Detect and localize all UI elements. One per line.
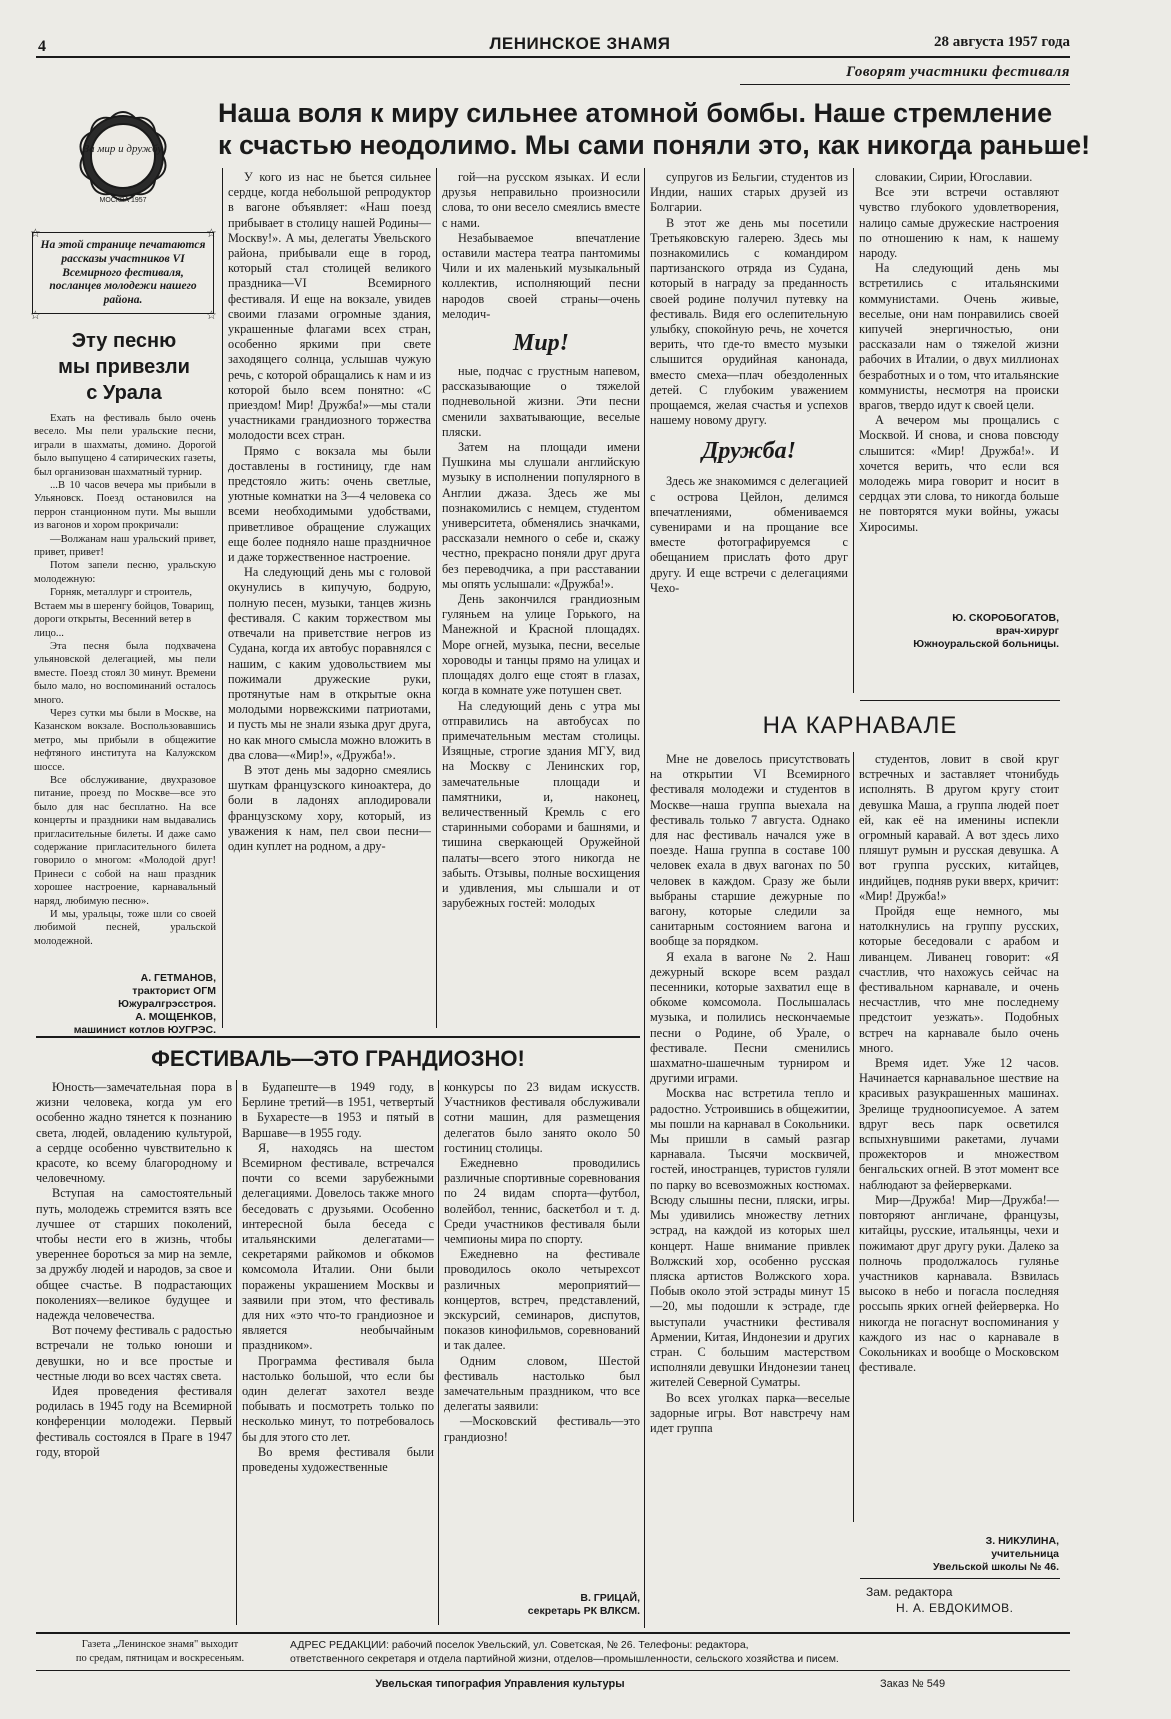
paragraph: ные, подчас с грустным напевом, рассказывающие о тяжелой подневольной жизни. Эти песни сменили захватывающие, веселые пляски. <box>442 364 640 439</box>
paragraph: Во всех уголках парка—веселые задорные игры. Вот навстречу нам идет группа <box>650 1390 850 1435</box>
carnival-top-rule <box>860 700 1060 701</box>
newspaper-title: ЛЕНИНСКОЕ ЗНАМЯ <box>489 34 671 53</box>
paragraph: На следующий день мы с головой окунулись в кипучую, бодрую, полную песен, музыки, танцев жизнь фестиваля. С каким торжеством мы отвечали на приветствие негров из Судана, когда их автобус поравнялся с нашим, с каким удовольствием мы пожимали дружеские руки, протянутые нам в открытые окна молодыми норвежскими патриотами, и пусть мы не знали языка друг друга, но как много смысла можно вложить в два слова—«Мир!», «Дружба!». <box>228 565 431 762</box>
paragraph: Незабываемое впечатление оставили мастера театра пантомимы Чили и их маленький музыкальный коллектив, исполняющий песни народов своей страны—очень мелодич- <box>442 230 640 321</box>
paragraph: Затем на площади имени Пушкина мы слушали английскую музыку в исполнении популярного в Англии джаза. Здесь же мы познакомились с немцем, студентом университета, обменялись значками, рассказали немного о себе и, скажу честно, прекрасно поняли друг друга без переводчика, а при расставании мы опять услышали: «Дружба!». <box>442 440 640 591</box>
footer-line: АДРЕС РЕДАКЦИИ: рабочий поселок Увельский, ул. Советская, № 26. Телефоны: редактора, <box>290 1639 749 1651</box>
paragraph: Горняк, металлург и строитель, Встаем мы в шеренгу бойцов, Товарищ, дороги открыты, Весенний ветер в лицо... <box>34 587 215 639</box>
paragraph: —Московский фестиваль—это грандиозно! <box>444 1414 640 1444</box>
paragraph: словакии, Сирии, Югославии. <box>875 170 1033 184</box>
paragraph: супругов из Бельгии, студентов из Индии, наших старых друзей из Болгарии. <box>650 170 848 215</box>
paragraph: Одним словом, Шестой фестиваль настолько был замечательным праздником, что все делегаты заявили: <box>444 1353 640 1414</box>
paragraph: Эта песня была подхвачена ульяновской делегацией, мы пели вместе. Поезд стоял 30 минут. Времени было мало, но воспоминаний осталось много. <box>34 640 216 706</box>
editor-rule <box>860 1578 1060 1579</box>
paragraph: Все обслуживание, двухразовое питание, проезд по Москве—все это было для нас бесплатно. На все концерты и праздники нам выдавались пригласительные билеты. И даже само содержание пригласительного билета говорило о многом: «Молодой друг! Принеси с собой на наш праздник хорошее настроение, карнавальный наряд, любимую песню». <box>34 774 216 907</box>
editor-role: Зам. редактора <box>866 1585 953 1599</box>
song-title-line: Эту песню <box>71 330 177 352</box>
main-article-col2 <box>442 170 640 1032</box>
column-divider <box>644 168 645 1628</box>
festival-flower-icon <box>28 90 218 218</box>
footer-publication-info <box>40 1638 280 1666</box>
festival-article-title: ФЕСТИВАЛЬ—ЭТО ГРАНДИОЗНО! <box>151 1046 525 1071</box>
paragraph: в Будапеште—в 1949 году, в Берлине третий—в 1951, четвертый в Бухаресте—в 1953 и пятый в Варшаве—в 1955 году. <box>242 1080 434 1140</box>
footer-line: по средам, пятницам и воскресеньям. <box>75 1653 245 1664</box>
intro-box-text: На этой странице печатаются рассказы участников VI Всемирного фестиваля, посланцев молодежи нашего района. <box>40 239 206 307</box>
signature-line: Южноуральской больницы. <box>913 638 1059 650</box>
paragraph: —Волжанам наш уральский привет, привет, привет! <box>34 533 216 559</box>
paragraph: студентов, ловит в свой круг встречных и заставляет чтонибудь исполнять. В другом кругу стоит девушка Маша, а группа людей поет ей, как её на именины испекли огромный каравай. А вот здесь лихо пляшут румын и русская девушка. А вот группа русских, китайцев, индийцев, подняв руки вверх, кричит: «Мир! Дружба!» <box>859 752 1059 903</box>
song-title-line: с Урала <box>86 382 162 404</box>
festival-col2 <box>242 1080 434 1627</box>
footer-rule <box>36 1632 1070 1634</box>
paragraph: Во время фестиваля были проведены художественные <box>242 1444 434 1475</box>
carnival-signature <box>859 1535 1059 1574</box>
song-article-body <box>34 412 216 972</box>
paragraph: Время идет. Уже 12 часов. Начинается карнавальное шествие на красивых разукрашенных машинах. Зрелище трудноописуемое. А затем вдруг весь парк осветился вспыхнувшими ракетами, лучами прожекторов и множеством бенгальских огней. В этот момент все наблюдают за фейерверками. <box>859 1056 1059 1192</box>
paragraph: И мы, уральцы, тоже шли со своей любимой песней, уральской молодежной. <box>34 909 216 947</box>
subhead-mir: Мир! <box>512 330 570 357</box>
page-number: 4 <box>38 38 46 55</box>
paragraph: А вечером мы прощались с Москвой. И снова, и снова повсюду слышится: «Мир! Дружба!». И хочется верить, что если вся молодежь мира говорит и носит в сердцах эти слова, то никогда больше не повторятся муки войны, ужасы Хиросимы. <box>859 413 1059 534</box>
festival-col3 <box>444 1080 640 1585</box>
signature-line: секретарь РК ВЛКСМ. <box>527 1605 640 1617</box>
emblem-center-text: За мир и дружбу <box>83 143 163 155</box>
festival-signature <box>444 1592 640 1618</box>
deputy-editor <box>866 1584 1056 1616</box>
footer-order: Заказ № 549 <box>880 1678 946 1690</box>
footer-printer: Увельская типография Управления культуры <box>375 1678 625 1690</box>
paragraph: В этот день мы задорно смеялись шуткам французского киноактера, до боли в ладонях аплодировали французскому хору, который, из уважения к нам, пел свои песни—один куплет на родном, а дру- <box>228 762 431 853</box>
paragraph: Я, находясь на шестом Всемирном фестивале, встречался почти со всеми зарубежными делегациями. Довелось также много беседовать с друзьями. Особенно интересной была беседа с итальянскими делегатами—секретарями райкомов и обкомов комсомола Италии. Они были поражены украшением Москвы и заявили при этом, что фестиваль для них «это что-то грандиозное и является необычайным праздником». <box>242 1140 434 1353</box>
paragraph: У кого из нас не бьется сильнее сердце, когда небольшой репродуктор в вагоне объявляет: «Наш поезд прибывает в столицу нашей Родины—Москву!». А мы, делегаты Увельского района, прибывали еще в город, который стал столицей великого праздника—VI Всемирного фестиваля. И еще на вокзале, увидев своими глазами огромные здания, украшенные флагами всех стран, особенно яркими при свете заходящего солнца, услышав чужую речь, с которой обращались к нам и из которой было всем понятно: «С приездом! Мир! Дружба!»—мы стали участниками грандиозного торжества молодости всех стран. <box>228 170 431 443</box>
emblem-bottom-text: МОСКВА 1957 <box>99 197 147 204</box>
signature-line: машинист котлов ЮУГРЭС. <box>73 1024 216 1036</box>
signature-line: Увельской школы № 46. <box>933 1561 1059 1573</box>
column-divider <box>438 1080 439 1625</box>
song-article-title <box>34 328 214 406</box>
paragraph: Идея проведения фестиваля родилась в 1945 году на Всемирной конференции молодежи. Первый фестиваль состоялся в Праге в 1947 году, второй <box>36 1384 232 1459</box>
paragraph: Я ехала в вагоне № 2. Наш дежурный вскоре всем раздал песенники, которые захватил еще в обкоме комсомола. Послышалась музыка, и полились нескончаемые песни о Родине, об Урале, о фестивале. Песни сменились шахматно-шашечным турниром и другими играми. <box>650 949 850 1086</box>
paragraph: На следующий день с утра мы отправились на автобусах по примечательным местам столицы. Изящные, строгие здания МГУ, вид на Москву с Ленинских гор, замечательные площади и памятники, и, наконец, величественный Кремль с его старинными соборами и башнями, и тишина сверкающей Оружейной палаты—всего этого никогда не забыть. Отзывы, полные восхищения и удивления, мы слышали и от зарубежных гостей: молодых <box>442 698 640 911</box>
paragraph: Все эти встречи оставляют чувство глубокого удовлетворения, налицо самые дружеские настроения по отношению к нам, к нашему народу. <box>859 185 1059 261</box>
paragraph: конкурсы по 23 видам искусств. Участников фестиваля обслуживали сотни машин, для размещения делегатов было занято около 50 гостиниц столицы. <box>444 1080 640 1155</box>
star-icon: ☆ <box>30 308 41 322</box>
festival-col1 <box>36 1080 232 1627</box>
footer-rule-2 <box>36 1670 1070 1671</box>
star-icon: ☆ <box>206 226 217 240</box>
paragraph: Через сутки мы были в Москве, на Казанском вокзале. Воспользовавшись метро, мы прибыли в общежитие нефтяного института на Калужском шоссе. <box>34 707 216 773</box>
paragraph: Вот почему фестиваль с радостью встречали не только юноши и девушки, но и все простые и честные люди во всех частях света. <box>36 1323 232 1383</box>
paragraph: Потом запели песню, уральскую молодежную: <box>34 560 216 585</box>
signature-line: Ю. СКОРОБОГАТОВ, <box>952 612 1059 624</box>
paragraph: Прямо с вокзала мы были доставлены в гостиницу, где нам предстояло жить: очень светлые, уютные комнатки на 3—4 человека со всеми необходимыми удобствами, приветливое обращение служащих еще более подняло наше праздничное и даже торжественное настроение. <box>228 443 431 565</box>
paragraph: гой—на русском языках. И если друзья неправильно произносили слова, то они весело смеялись вместе с нами. <box>442 170 640 230</box>
main-article-col3 <box>650 170 848 642</box>
paragraph: Ехать на фестиваль было очень весело. Мы пели уральские песни, играли в шахматы, домино. Дорогой было выпущено 4 сатирических газеты, был организован шахматный турнир. <box>34 413 216 478</box>
paragraph: В этот же день мы посетили Третьяковскую галерею. Здесь мы познакомились с командиром партизанского отряда из Судана, который в награду за преданность своей родине получил путевку на фестиваль. Видя его ослепительную улыбку, спокойную речь, не хочется верить, что где-то вместо музыки слышится орудийная канонада, вместо смеха—плач обездоленных детей. С глубоким уважением прощаемся, желая счастья и успехов нашему новому другу. <box>650 215 848 428</box>
paragraph: Мне не довелось присутствовать на открытии VI Всемирного фестиваля молодежи и студентов в Москве—наша группа выехала на фестиваль только 7 августа. Однако для нас фестиваль начался уже в поезде. Наша группа в составе 100 человек ехала в двух вагонах по 50 человек в каждом. Сразу же были выбраны старшие дежурные по вагону, которые следили за санитарным состоянием вагона и вообще за порядком. <box>650 752 850 949</box>
signature-line: врач-хирург <box>995 625 1059 637</box>
subhead-druzhba: Дружба! <box>702 438 796 465</box>
signature-line: учительница <box>991 1548 1059 1560</box>
intro-box <box>32 232 214 314</box>
main-article-col4 <box>859 170 1059 610</box>
star-icon: ☆ <box>206 308 217 322</box>
column-divider <box>222 168 223 1028</box>
carnival-col2 <box>859 752 1059 1535</box>
column-divider <box>236 1080 237 1625</box>
footer-address <box>290 1638 1070 1666</box>
column-divider <box>853 168 854 693</box>
section-rule <box>740 84 1070 85</box>
masthead-rule <box>36 56 1070 58</box>
paragraph: На следующий день мы встретились с итальянскими коммунистами. Очень живые, веселые, они нам понравились своей кипучей энергичностью, они рассказали нам о тяжелой жизни рабочих в Италии, о двух миллионах безработных и о том, что итальянские коммунисты, несмотря на происки врагов, твердо идут к своей цели. <box>859 261 1059 413</box>
section-label: Говорят участники фестиваля <box>846 64 1070 80</box>
signature-line: А. МОЩЕНКОВ, <box>135 1011 216 1023</box>
paragraph: Здесь же знакомимся с делегацией с острова Цейлон, делимся впечатлениями, обмениваемся сувенирами и на прощание все вместе фотографируемся с обещанием прислать фото друг другу. И еще встречи с делегациями Чехо- <box>650 474 848 595</box>
paragraph: Москва нас встретила тепло и радостно. Устроившись в общежитии, мы пошли на карнавал в Сокольники. Мы пришли в самый разгар карнавала. Тысячи москвичей, гостей, иностранцев, туристов гуляли по парку во всевозможных костюмах. Всюду слышны песни, пляски, игры. Мы удивились множеству летних эстрад, на каждой из которых шел концерт. Наше внимание привлек Волжский хор, особенно русская пляска артистов Волжского хора. Побыв около этой эстрады минут 15—20, мы подошли к эстраде, где выступали участники фестиваля Армении, Китая, Индонезии и других стран. С большим мастерством исполняли девушки Индонезии танец жителей Северной Суматры. <box>650 1086 850 1390</box>
headline-line1: Наша воля к миру сильнее атомной бомбы. Наше стремление <box>218 98 1053 128</box>
carnival-title: НА КАРНАВАЛЕ <box>762 712 958 739</box>
column-divider <box>436 168 437 1028</box>
festival-top-rule <box>36 1036 640 1038</box>
signature-line: З. НИКУЛИНА, <box>985 1535 1059 1547</box>
signature-line: В. ГРИЦАЙ, <box>580 1592 640 1604</box>
paragraph: Вступая на самостоятельный путь, молодежь стремится взять все лучшее от старших поколений, чтобы нести его в жизнь, чтобы увереннее бороться за мир на земле, за дружбу людей и народов, за свое и общее счастье. В подрастающих поколениях—великое будущее и надежда человечества. <box>36 1186 232 1323</box>
main-article-col1 <box>228 170 431 1032</box>
issue-date: 28 августа 1957 года <box>933 34 1070 50</box>
signature-line: А. ГЕТМАНОВ, <box>140 972 216 984</box>
carnival-col1 <box>650 752 850 1607</box>
paragraph: Ежедневно на фестивале проводилось около четырехсот различных мероприятий—концертов, встреч, представлений, экскурсий, семинаров, диспутов, показов кинофильмов, соревнований и так далее. <box>444 1247 640 1353</box>
paragraph: День закончился грандиозным гуляньем на улице Горького, на Манежной и Красной площадях. Море огней, музыка, песни, веселые хороводы и танцы прямо на улицах и площадях долго еще стоят в глазах, когда в комнате уже потушен свет. <box>442 592 640 698</box>
song-article-signature <box>34 972 216 1037</box>
paragraph: Юность—замечательная пора в жизни человека, когда ум его особенно жадно тянется к познанию света, людей, овладению культурой, а сердце особенно чувствительно к красоте, ко всему благородному и человечному. <box>36 1080 232 1186</box>
festival-emblem <box>28 90 218 218</box>
paragraph: ...В 10 часов вечера мы прибыли в Ульяновск. Поезд остановился на перрон станционном пути. Мы вышли из вагонов и хором прокричали: <box>34 480 216 532</box>
paragraph: Ежедневно проводились различные спортивные соревнования по 24 видам спорта—футбол, волейбол, теннис, баскетбол и т. д. Среди участников фестиваля были чемпионы мира по спорту. <box>444 1156 640 1247</box>
footer-line: ответственного секретаря и отдела партийной жизни, отделов—промышленности, сельского хозяйства и писем. <box>290 1653 839 1665</box>
paragraph: Мир—Дружба! Мир—Дружба!—повторяют англичане, французы, китайцы, русские, итальянцы, чехи и пожимают друг другу руки. Далеко за полночь продолжалось гулянье участников карнавала. Взвилась высоко в небо и погасла последняя россыпь ярких огней фейерверка. Но никогда не погаснут воспоминания у каждого из нас о карнавале в Сокольниках и вообще о Московском фестивале. <box>859 1192 1059 1375</box>
column-divider <box>853 752 854 1522</box>
headline-line2: к счастью неодолимо. Мы сами поняли это, как никогда раньше! <box>218 130 1091 160</box>
paragraph: Пройдя еще немного, мы натолкнулись на группу русских, которые беседовали с арабом и ливанцем. Ливанец говорит: «Я счастлив, что нахожусь сейчас на фестивальном карнавале, и очень несчастлив, что мне последнему предстоит уезжать». Подобных встреч на карнавале было очень много. <box>859 904 1059 1055</box>
song-title-line: мы привезли <box>58 356 190 378</box>
paragraph: Программа фестиваля была настолько большой, что если бы один делегат захотел везде побывать и посмотреть только по несколько минут, то потребовалось бы для этого сто лет. <box>242 1353 434 1444</box>
signature-line: тракторист ОГМ Южуралгрэсстроя. <box>118 985 216 1010</box>
editor-name: Н. А. ЕВДОКИМОВ. <box>896 1601 1014 1615</box>
footer-line: Газета „Ленинское знамя" выходит <box>81 1639 239 1650</box>
main-article-signature <box>859 612 1059 651</box>
star-icon: ☆ <box>30 226 41 240</box>
